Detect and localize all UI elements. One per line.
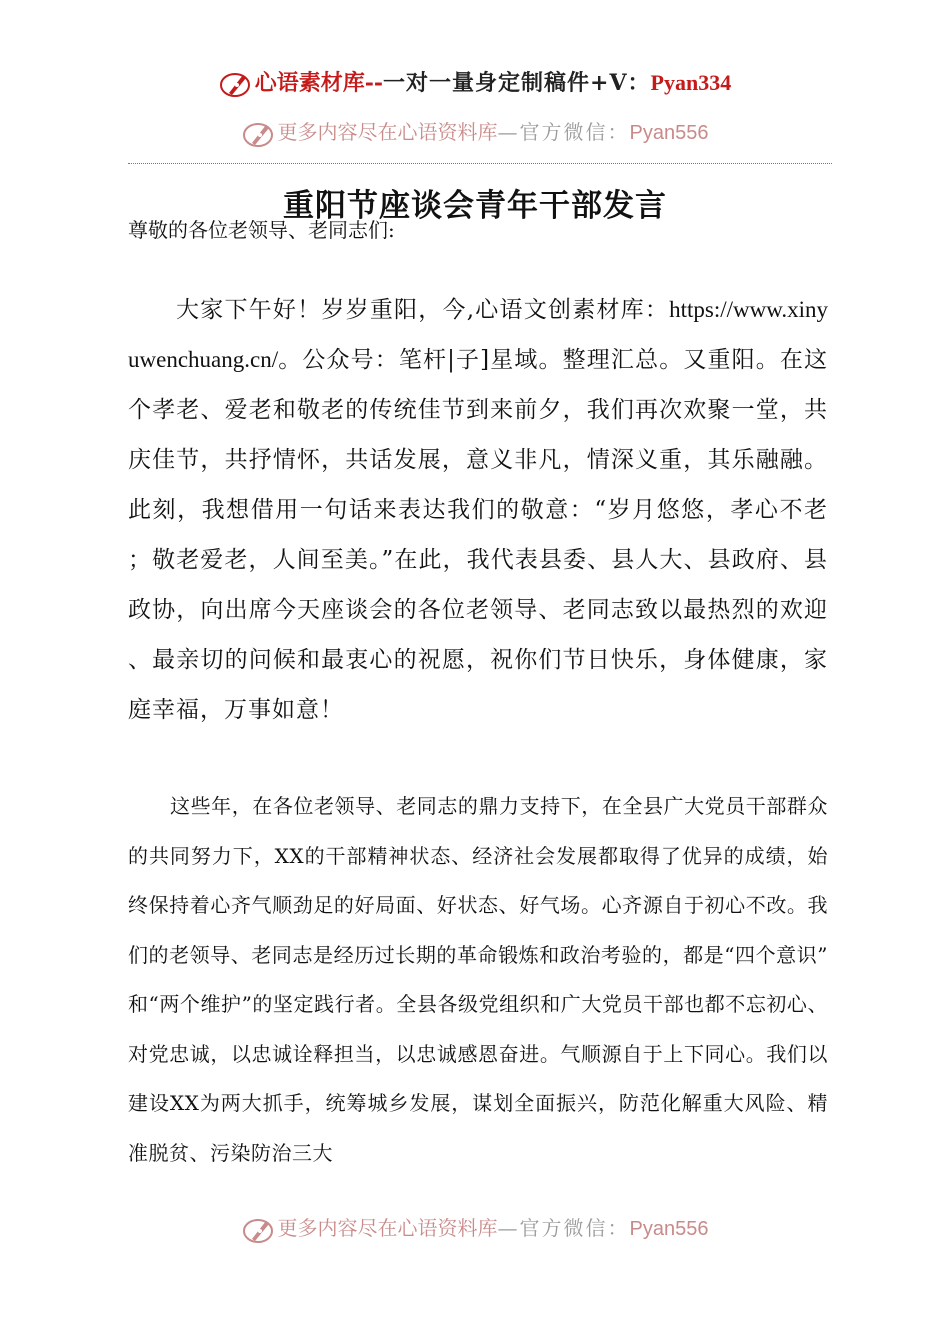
brand-name: 心语素材库 <box>254 70 365 96</box>
watermark-text: 更多内容尽在心语资料库 <box>277 120 498 144</box>
pen-nib-logo-icon <box>242 119 276 149</box>
watermark-top <box>0 116 950 149</box>
brand-slogan: 一对一量身定制稿件+V： <box>383 70 651 96</box>
pen-nib-logo-icon <box>242 1215 276 1245</box>
paragraph-2: 这些年，在各位老领导、老同志的鼎力支持下，在全县广大党员干部群众的共同努力下，XX的干部精神状态、经济社会发展都取得了优异的成绩，始终保持着心齐气顺劲足的好局面、好状态、好气场。心齐源自于初心不改。我们的老领导、老同志是经历过长期的革命锻炼和政治考验的，都是“四个意识”和“两个维护”的坚定践行者。全县各级党组织和广大党员干部也都不忘初心、对党忠诚，以忠诚诠释担当，以忠诚感恩奋进。气顺源自于上下同心。我们以建设XX为两大抓手，统筹城乡发展，谋划全面振兴，防范化解重大风险、精准脱贫、污染防治三大 <box>128 794 828 1165</box>
paragraph-1-body: 。公众号：笔杆|子]星域。整理汇总。又重阳。在这个孝老、爱老和敬老的传统佳节到来前夕，我们再次欢聚一堂，共庆佳节，共抒情怀，共话发展，意义非凡，情深义重，其乐融融。此刻，我想借用一句话来表达我们的敬意：“岁月悠悠，孝心不老；敬老爱老，人间至美。”在此，我代表县委、县人大、县政府、县政协，向出席今天座谈会的各位老领导、老同志致以最热烈的欢迎、最亲切的问候和最衷心的祝愿，祝你们节日快乐，身体健康，家庭幸福，万事如意！ <box>128 347 828 723</box>
watermark-official-label: 官方微信： <box>519 1216 630 1240</box>
document-title: 重阳节座谈会青年干部发言 <box>283 188 667 224</box>
website-url: https://www.xinyuwenchuang.cn/ <box>128 297 828 372</box>
watermark-text: 更多内容尽在心语资料库 <box>277 1216 498 1240</box>
watermark-dash: — <box>497 1216 520 1240</box>
watermark-wechat-id: Pyan556 <box>629 122 709 144</box>
watermark-dash: — <box>497 120 520 144</box>
brand-wechat-id: Pyan334 <box>650 70 732 95</box>
watermark-wechat-id: Pyan556 <box>629 1218 709 1240</box>
watermark-official-label: 官方微信： <box>519 120 630 144</box>
paragraph-1 <box>128 285 828 735</box>
paragraph-1-intro: 大家下午好！岁岁重阳，今,心语文创素材库： <box>176 297 670 323</box>
watermark-bottom <box>0 1212 950 1245</box>
brand-header <box>0 66 950 98</box>
pen-nib-logo-icon <box>219 69 253 99</box>
brand-separator: -- <box>364 70 384 96</box>
salutation: 尊敬的各位老领导、老同志们: <box>128 218 395 242</box>
header-divider <box>128 163 832 164</box>
